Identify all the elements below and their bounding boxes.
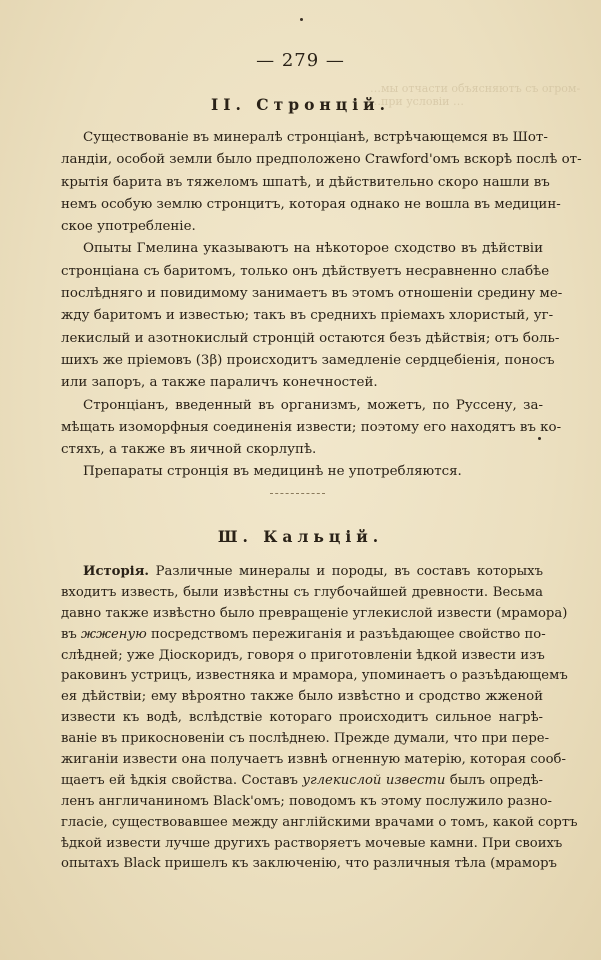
text-line: слѣдней; уже Діоскоридъ, говоря о приготовленіи ѣдкой извести изъ [61,647,545,663]
text-line: немъ особую землю стронцитъ, которая однако не вошла въ медицин- [61,196,561,212]
text-line: ея дѣйствіи; ему вѣроятно также было извѣстно и сродство жженой [61,689,543,705]
text-fragment: Различные минералы и породы, въ составъ которыхъ [155,564,543,579]
text-line: опытахъ Black пришелъ къ заключенію, что различныя тѣла (мраморъ [61,856,557,872]
text-line: извести къ водѣ, вслѣдствіе котораго происходитъ сильное нагрѣ- [61,710,543,726]
text-line [61,562,543,583]
text-line: лекислый и азотнокислый стронцій остаются безъ дѣйствія; отъ боль- [61,330,560,346]
section-divider [270,493,325,495]
text-line: въ жженую посредствомъ пережиганія и разъѣдающее свойство по- [61,626,546,642]
text-line: ское употребленіе. [61,219,196,235]
text-line: Стронціанъ, введенный въ организмъ, можетъ, по Руссену, за- [83,397,543,413]
text-line: ленъ англичаниномъ Black'омъ; поводомъ къ этому послужило разно- [61,793,553,809]
text-line: давно также извѣстно было превращеніе углекислой извести (мрамора) [61,605,568,621]
text-line: стяхъ, а также въ яичной скорлупѣ. [61,442,317,458]
section-heading-strontium: II. Стронцій. [211,95,390,114]
text-line: послѣдняго и повидимому занимаетъ въ этомъ отношеніи средину ме- [61,286,563,302]
text-line: или запоръ, а также параличъ конечностей. [61,375,378,391]
text-line: жиганіи извести она получаетъ извнѣ огненную матерію, которая сооб- [61,752,566,768]
section-body-strontium [61,127,582,484]
ghost-line: …при условіи … [370,95,464,108]
text-line: жду баритомъ и известью; такъ въ среднихъ пріемахъ хлористый, уг- [61,308,554,324]
text-line: стронціана съ баритомъ, только онъ дѣйствуетъ несравненно слабѣе [61,263,550,279]
text-line: Препараты стронція въ медицинѣ не употребляются. [83,464,462,480]
text-line: мѣщать изоморфныя соединенія извести; поэтому его находятъ въ ко- [61,419,562,435]
history-label: Исторія. [83,564,150,579]
page-number: — 279 — [256,50,345,71]
text-line: Существованіе въ минералѣ стронціанѣ, встрѣчающемся въ Шот- [83,130,548,145]
ghost-line: …мы отчасти объясняютъ съ огром- [370,82,581,95]
text-line: ваніе въ прикосновеніи съ послѣднею. Прежде думали, что при пере- [61,731,550,747]
text-line: гласіе, существовавшее между англійскими врачами о томъ, какой сортъ [61,814,578,830]
text-line: крытія барита въ тяжеломъ шпатѣ, и дѣйствительно скоро нашли въ [61,174,550,190]
italic-term: углекислой извести [302,772,446,788]
section-heading-calcium: Ш. Кальцій. [217,527,384,546]
section-body-calcium [61,562,578,875]
text-line: щаетъ ей ѣдкія свойства. Составъ углекислой извести былъ опредѣ- [61,772,544,788]
text-line: Опыты Гмелина указываютъ на нѣкоторое сходство въ дѣйствіи [83,241,543,257]
text-line: раковинъ устрицъ, известняка и мрамора, упоминаетъ о разъѣдающемъ [61,668,568,684]
text-line: шихъ же пріемовъ (3β) происходитъ замедленіе сердцебіенія, поносъ [61,352,555,368]
speck [300,18,303,21]
text-line: входитъ известь, были извѣстны съ глубочайшей древности. Весьма [61,584,543,600]
italic-term: жженую [81,626,147,642]
text-line: ландіи, особой земли было предположено Crawford'омъ вскорѣ послѣ от- [61,152,582,168]
text-line: ѣдкой извести лучше другихъ растворяетъ мочевые камни. При своихъ [61,835,563,851]
